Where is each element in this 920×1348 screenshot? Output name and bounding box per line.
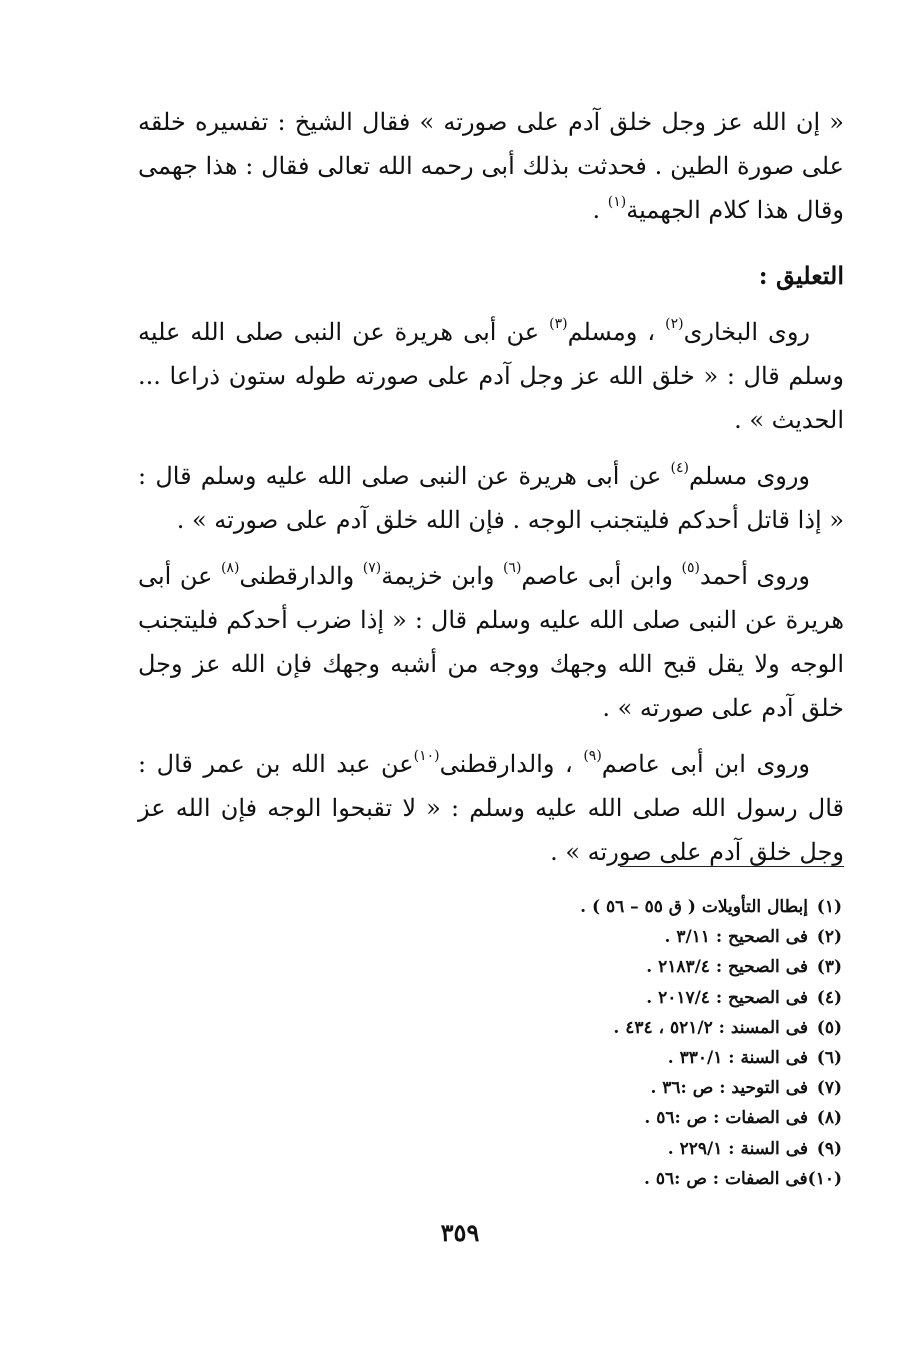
- footnote-item: [282, 1164, 842, 1194]
- footnote-ref-1[interactable]: (١): [607, 194, 627, 210]
- footnote-ref-7[interactable]: (٧): [362, 560, 382, 576]
- footnote-ref-3[interactable]: (٣): [549, 316, 568, 332]
- paragraph-1: « إن الله عز وجل خلق آدم على صورته » فقال الشيخ : تفسيره خلقه على صورة الطين . فحدثت بذلك أبى رحمه الله تعالى فقال : هذا جهمى وقال هذا كلام الجهمية$^{(١)}$ .: [138, 108, 844, 224]
- section-heading: التعليق :: [758, 261, 844, 290]
- footnote-item: [282, 983, 842, 1013]
- footnotes-list: [282, 892, 842, 1194]
- paragraph-2: روى البخارى$^{(٢)}$ ، ومسلم$^{(٣)}$ عن أبى هريرة عن النبى صلى الله عليه وسلم قال : « خلق الله عز وجل آدم على صورته طوله ستون ذراعا ... الحديث » .: [138, 316, 844, 434]
- page-number: ٣٥٩: [440, 1218, 480, 1247]
- footnote-number: (١٠): [807, 1168, 842, 1189]
- footnote-item: [282, 922, 842, 952]
- footnote-item: [282, 952, 842, 982]
- footnote-text: فى الصحيح : ٢٠١٧/٤ .: [646, 987, 808, 1008]
- footnote-text: فى التوحيد : ص :٣٦ .: [650, 1078, 808, 1099]
- footnote-divider: [620, 866, 844, 867]
- footnote-text: فى الصفات : ص :٥٦ .: [644, 1168, 808, 1189]
- footnote-ref-6[interactable]: (٦): [502, 560, 522, 576]
- footnote-ref-10[interactable]: (١٠): [413, 748, 440, 764]
- footnote-number: (٨): [816, 1108, 842, 1129]
- footnote-text: فى المسند : ٥٢١/٢ ، ٤٣٤ .: [613, 1017, 808, 1038]
- footnote-ref-2[interactable]: (٢): [665, 316, 684, 332]
- footnote-ref-9[interactable]: (٩): [583, 748, 602, 764]
- footnote-number: (٩): [816, 1138, 842, 1159]
- main-text: [138, 100, 844, 874]
- footnote-text: فى الصحيح : ٢١٨٣/٤ .: [646, 957, 808, 978]
- footnote-item: [282, 892, 842, 922]
- footnote-number: (٢): [816, 927, 842, 948]
- footnote-text: فى الصحيح : ٣/١١ .: [664, 927, 808, 948]
- footnote-number: (٣): [816, 957, 842, 978]
- footnote-number: (١): [816, 897, 842, 917]
- footnote-item: [282, 1134, 842, 1164]
- footnote-item: [282, 1043, 842, 1073]
- footnote-text: فى السنة : ٢٢٩/١ .: [667, 1138, 808, 1159]
- footnote-text: فى الصفات : ص :٥٦ .: [644, 1108, 808, 1129]
- footnote-number: (٧): [816, 1078, 842, 1099]
- footnote-number: (٥): [816, 1017, 842, 1038]
- footnote-text: إبطال التأويلات ( ق ٥٥ – ٥٦ ) .: [580, 897, 808, 917]
- footnote-item: [282, 1103, 842, 1133]
- footnote-ref-5[interactable]: (٥): [681, 560, 700, 576]
- footnote-number: (٤): [816, 987, 842, 1008]
- footnote-text: فى السنة : ٣٣٠/١ .: [667, 1048, 808, 1069]
- footnote-ref-4[interactable]: (٤): [670, 460, 690, 476]
- footnote-item: [282, 1013, 842, 1043]
- footnote-number: (٦): [816, 1048, 842, 1069]
- paragraph-5: وروى ابن أبى عاصم$^{(٩)}$ ، والدارقطنى$^{(١٠)}$عن عبد الله بن عمر قال : قال رسول الله صلى الله عليه وسلم : « لا تقبحوا الوجه فإن الله عز وجل خلق آدم على صورته » .: [138, 748, 844, 866]
- paragraph-4: وروى أحمد$^{(٥)}$ وابن أبى عاصم$^{(٦)}$ وابن خزيمة$^{(٧)}$ والدارقطنى$^{(٨)}$ عن أبى هريرة عن النبى صلى الله عليه وسلم قال : « إذا ضرب أحدكم فليتجنب الوجه ولا يقل قبح الله وجهك ووجه من أشبه وجهك فإن الله عز وجل خلق آدم على صورته » .: [138, 560, 844, 722]
- footnote-item: [282, 1073, 842, 1103]
- paragraph-3: وروى مسلم$^{(٤)}$ عن أبى هريرة عن النبى صلى الله عليه وسلم قال : « إذا قاتل أحدكم فليتجنب الوجه . فإن الله خلق آدم على صورته » .: [138, 460, 844, 534]
- footnote-ref-8[interactable]: (٨): [220, 560, 240, 576]
